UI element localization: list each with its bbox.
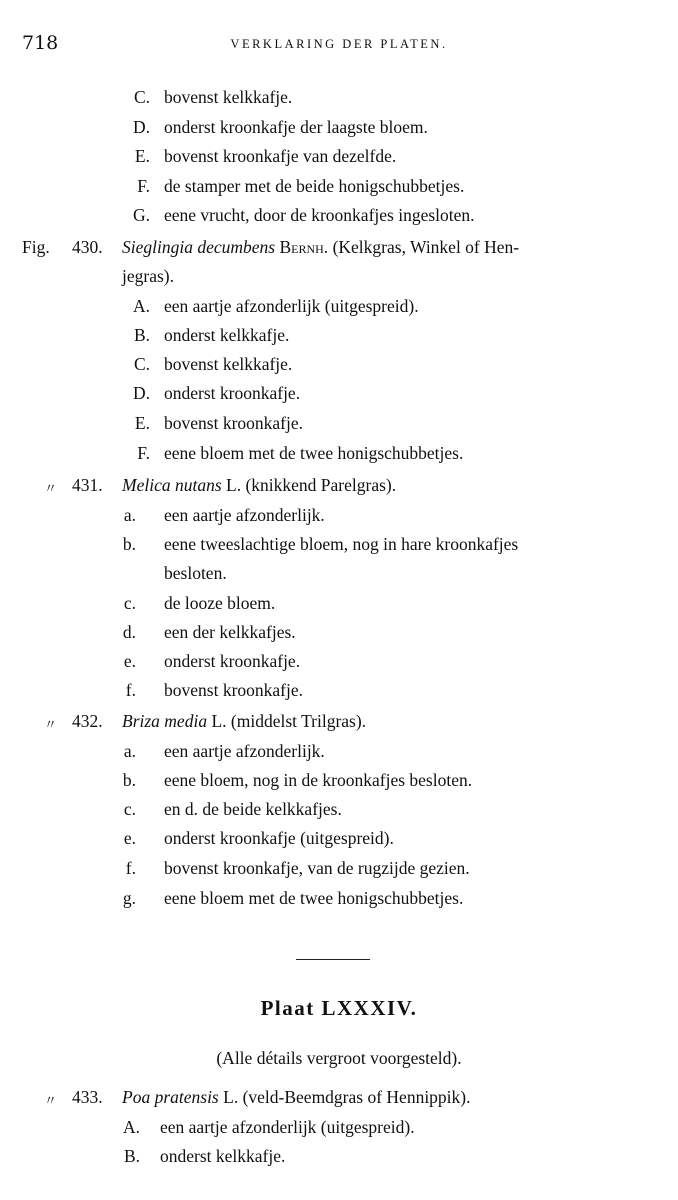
item-label: A. <box>132 296 150 316</box>
page-number: 718 <box>22 32 59 54</box>
item-label: c. <box>123 593 136 613</box>
species-name: Melica nutans <box>122 475 222 495</box>
item-label: C. <box>133 354 150 374</box>
item-text: bovenst kroonkafje. <box>164 680 303 700</box>
species-name: Poa pratensis <box>122 1087 219 1107</box>
author-name: L. <box>211 711 227 731</box>
item-text: een der kelkkafjes. <box>164 622 296 642</box>
item-label: E. <box>134 146 150 166</box>
item-text: onderst kroonkafje. <box>164 383 301 403</box>
item-text: een aartje afzonderlijk (uitgespreid). <box>160 1117 415 1137</box>
common-name: (knikkend Parelgras). <box>245 475 397 495</box>
fig-number: 430. <box>72 237 103 257</box>
item-label: D. <box>132 117 150 137</box>
item-label: F. <box>137 443 150 463</box>
common-name: (middelst Trilgras). <box>230 711 367 731</box>
author-name: Bernh. <box>279 237 329 257</box>
item-label: a. <box>123 741 136 761</box>
ditto-mark: 〃 <box>44 1093 58 1108</box>
plate-subtitle: (Alle détails vergroot voorgesteld). <box>216 1048 462 1068</box>
item-text: onderst kroonkafje (uitgespreid). <box>164 828 394 848</box>
item-text: eene bloem met de twee honigschubbetjes. <box>164 443 464 463</box>
item-text: de looze bloem. <box>164 593 276 613</box>
running-title: VERKLARING DER PLATEN. <box>230 37 448 51</box>
item-label: f. <box>125 858 136 878</box>
item-text: een aartje afzonderlijk. <box>164 741 325 761</box>
item-label: E. <box>134 413 150 433</box>
item-label: G. <box>132 205 150 225</box>
fig-number: 433. <box>72 1087 103 1107</box>
fig-number: 432. <box>72 711 103 731</box>
item-label: a. <box>123 505 136 525</box>
item-text: eene bloem, nog in de kroonkafjes besloten. <box>164 770 473 790</box>
item-label: f. <box>125 680 136 700</box>
item-text: de stamper met de beide honigschubbetjes. <box>164 176 465 196</box>
item-text: onderst kelkkafje. <box>160 1146 286 1166</box>
author-name: L. <box>223 1087 239 1107</box>
item-text: onderst kroonkafje der laagste bloem. <box>164 117 428 137</box>
item-text: bovenst kroonkafje van dezelfde. <box>164 146 397 166</box>
item-text: eene bloem met de twee honigschubbetjes. <box>164 888 464 908</box>
item-text: besloten. <box>164 563 227 583</box>
item-text: eene vrucht, door de kroonkafjes ingesloten. <box>164 205 475 225</box>
fig-number: 431. <box>72 475 103 495</box>
item-text: een aartje afzonderlijk (uitgespreid). <box>164 296 419 316</box>
item-label: e. <box>123 828 136 848</box>
species-name: Sieglingia decumbens <box>122 237 276 257</box>
item-text: bovenst kelkkafje. <box>164 87 293 107</box>
item-label: F. <box>137 176 150 196</box>
section-divider <box>296 959 370 960</box>
item-label: D. <box>132 383 150 403</box>
item-label: B. <box>133 325 150 345</box>
item-label: g. <box>122 888 136 908</box>
author-name: L. <box>226 475 242 495</box>
item-label: b. <box>122 770 136 790</box>
common-name: (Kelkgras, Winkel of Hen- <box>332 237 520 257</box>
item-text: bovenst kroonkafje. <box>164 413 303 433</box>
item-label: C. <box>133 87 150 107</box>
species-name: Briza media <box>122 711 208 731</box>
item-label: c. <box>123 799 136 819</box>
common-name: (veld-Beemdgras of Hennippik). <box>242 1087 471 1107</box>
item-label: d. <box>122 622 136 642</box>
item-text: eene tweeslachtige bloem, nog in hare kroonkafjes <box>164 534 519 554</box>
item-text: bovenst kelkkafje. <box>164 354 293 374</box>
item-text: onderst kroonkafje. <box>164 651 301 671</box>
plate-title: Plaat LXXXIV. <box>260 996 418 1020</box>
item-label: B. <box>123 1146 140 1166</box>
item-label: b. <box>122 534 136 554</box>
item-text: bovenst kroonkafje, van de rugzijde gezien. <box>164 858 470 878</box>
ditto-mark: 〃 <box>44 717 58 732</box>
item-text: en d. de beide kelkkafjes. <box>164 799 342 819</box>
item-label: A. <box>122 1117 140 1137</box>
item-text: onderst kelkkafje. <box>164 325 290 345</box>
common-name-cont: jegras). <box>122 266 174 286</box>
item-label: e. <box>123 651 136 671</box>
ditto-mark: 〃 <box>44 481 58 496</box>
fig-prefix: Fig. <box>22 237 50 257</box>
item-text: een aartje afzonderlijk. <box>164 505 325 525</box>
